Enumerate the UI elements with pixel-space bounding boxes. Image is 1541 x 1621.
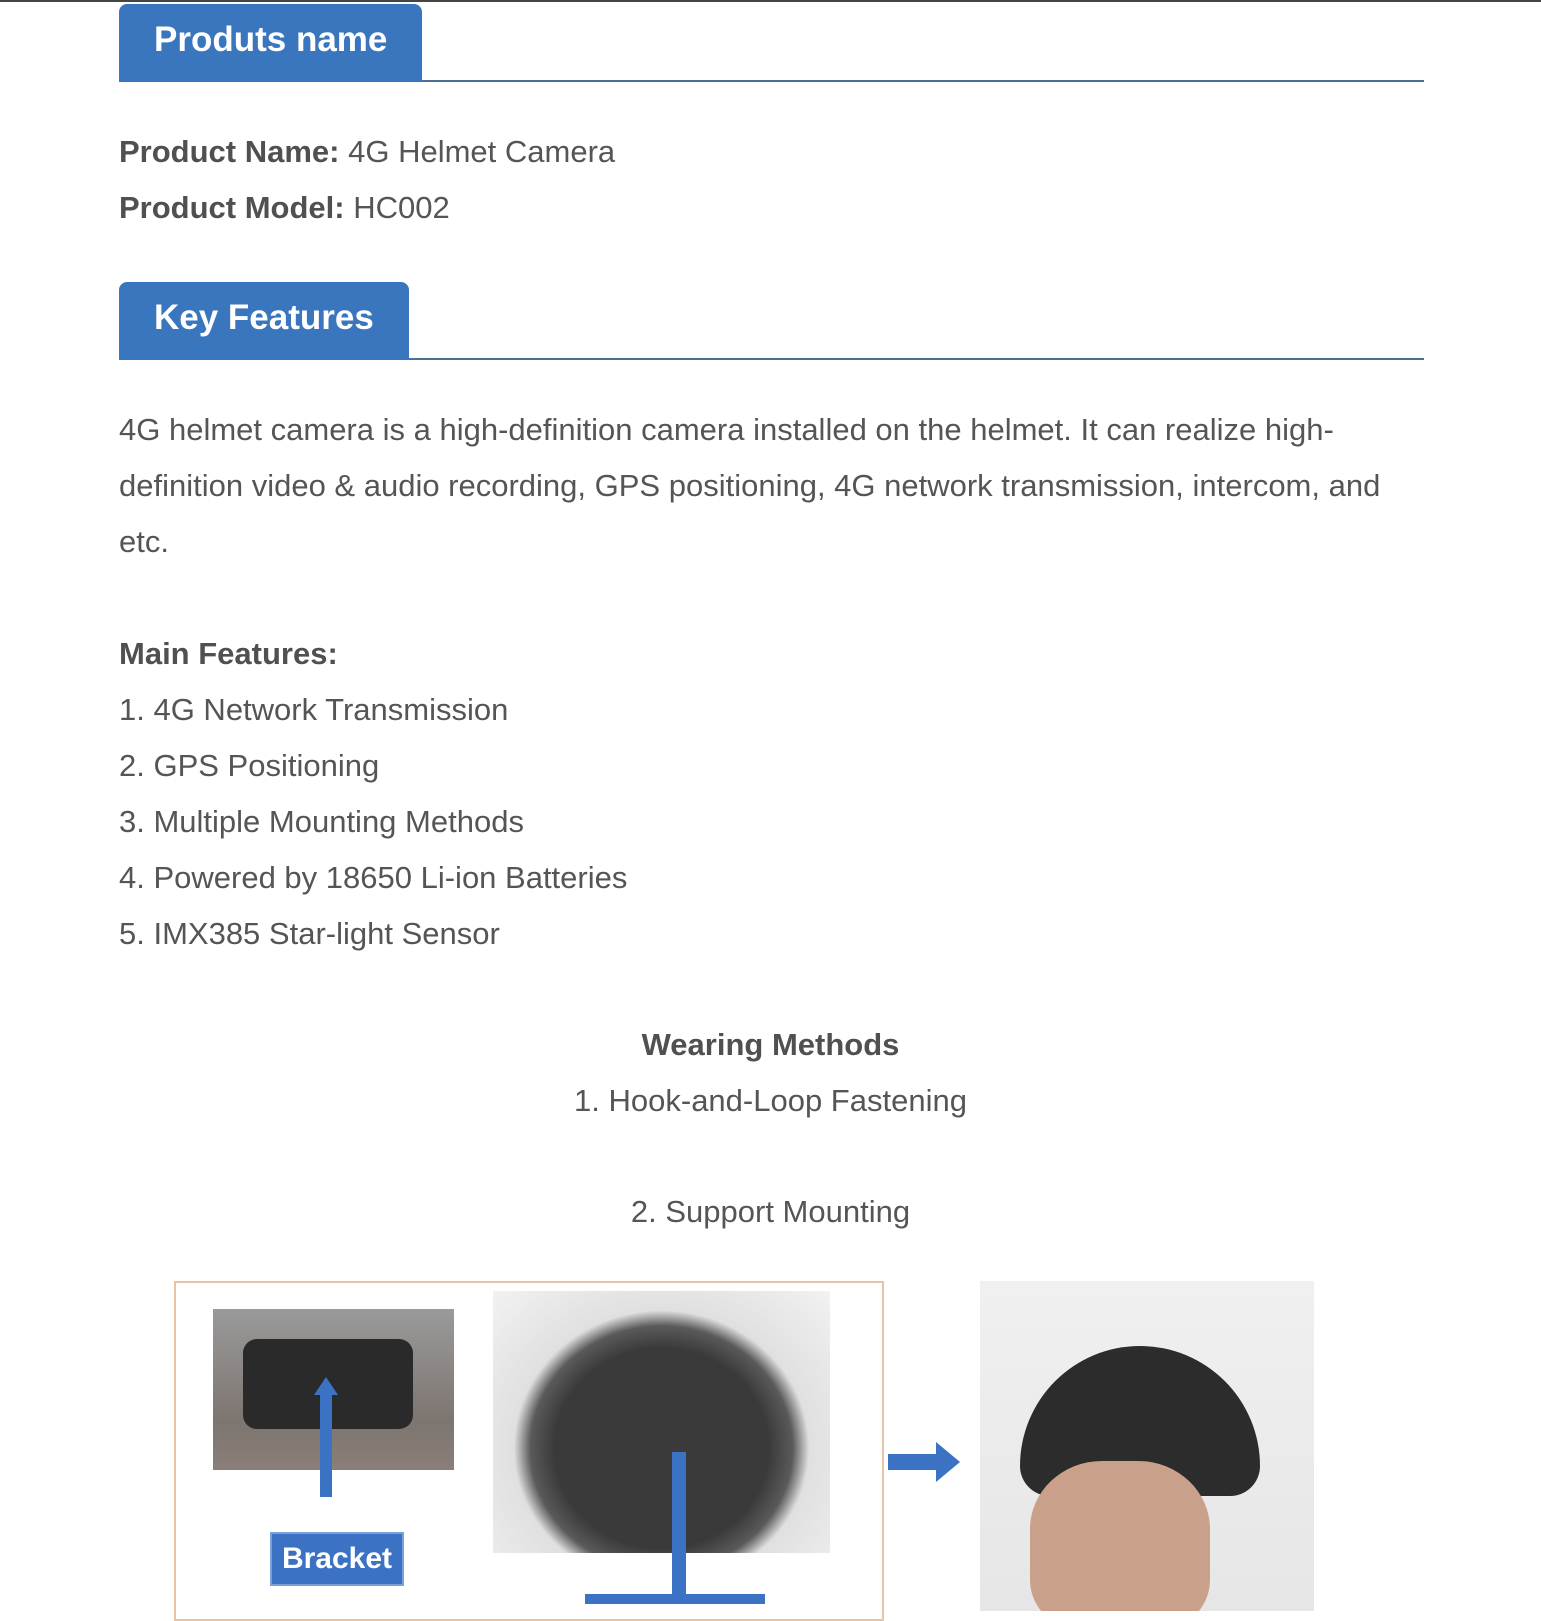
arrow-right-head-icon	[936, 1442, 960, 1482]
wearing-method-1: 1. Hook-and-Loop Fastening	[574, 1083, 967, 1118]
product-name-label: Product Name:	[119, 134, 340, 169]
helmet-photo	[493, 1291, 830, 1553]
section-header-key-features	[119, 282, 1424, 360]
section-header-product-name	[119, 4, 1424, 82]
arrow-head-icon	[314, 1377, 338, 1395]
wearing-methods-title: Wearing Methods	[641, 1027, 900, 1062]
feature-item: 1. 4G Network Transmission	[119, 692, 509, 727]
feature-item: 3. Multiple Mounting Methods	[119, 804, 524, 839]
product-model-label: Product Model:	[119, 190, 345, 225]
wearing-method-2: 2. Support Mounting	[630, 1194, 911, 1229]
arrow-right-icon	[888, 1454, 938, 1470]
person-wearing-helmet-photo	[980, 1281, 1314, 1611]
product-name-row	[119, 132, 615, 172]
rail-label-box	[585, 1594, 765, 1604]
arrow-up-icon	[672, 1452, 686, 1602]
product-model-value: HC002	[353, 190, 450, 225]
arrow-up-icon	[320, 1392, 332, 1497]
product-name-value: 4G Helmet Camera	[348, 134, 616, 169]
product-model-row	[119, 188, 450, 228]
bracket-label: Bracket	[270, 1532, 404, 1586]
key-features-tab: Key Features	[119, 282, 409, 360]
feature-item: 5. IMX385 Star-light Sensor	[119, 916, 500, 951]
main-features-title: Main Features:	[119, 636, 338, 671]
mounting-figure	[0, 1272, 1541, 1602]
feature-item: 4. Powered by 18650 Li-ion Batteries	[119, 860, 628, 895]
feature-item: 2. GPS Positioning	[119, 748, 380, 783]
product-description: 4G helmet camera is a high-definition camera installed on the helmet. It can realize high-definition video & audio recording, GPS positioning, 4G network transmission, intercom, and etc.	[119, 412, 1381, 559]
product-name-tab: Produts name	[119, 4, 422, 82]
